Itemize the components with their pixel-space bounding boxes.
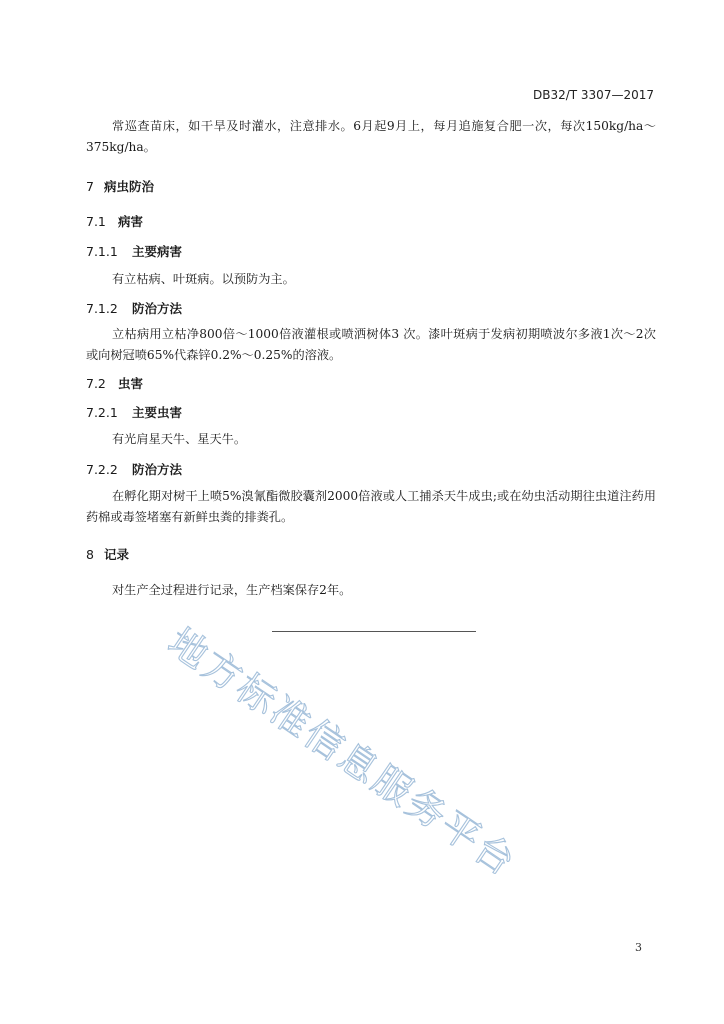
section-7-2-2-heading [86, 460, 182, 478]
section-number: 7.2.1 [86, 405, 118, 420]
section-7-1-1-heading [86, 242, 182, 260]
section-7-1-2-text: 立枯病用立枯净800倍～1000倍液灌根或喷洒树体3 次。漆叶斑病于发病初期喷波尔多液1次～2次或向树冠喷65%代森锌0.2%～0.25%的溶液。 [86, 327, 656, 362]
section-title: 主要病害 [132, 244, 183, 259]
section-title: 防治方法 [132, 462, 183, 477]
section-7-1-1-text: 有立枯病、叶斑病。以预防为主。 [112, 272, 295, 286]
section-7-2-1-text: 有光肩星天牛、星天牛。 [112, 432, 247, 446]
section-title: 病虫防治 [104, 179, 155, 194]
section-7-2-1-heading [86, 403, 182, 421]
section-7-2-heading [86, 374, 143, 392]
watermark: 地方标准信息服务平台 [160, 619, 525, 886]
section-8-heading [86, 545, 129, 563]
section-number: 7.1.2 [86, 301, 118, 316]
section-title: 主要虫害 [132, 405, 183, 420]
standard-code: DB32/T 3307—2017 [532, 88, 654, 102]
section-number: 7.2 [86, 376, 106, 391]
section-7-1-2-heading [86, 299, 182, 317]
section-title: 防治方法 [132, 301, 183, 316]
end-rule [272, 631, 476, 632]
section-title: 病害 [118, 214, 144, 229]
section-7-heading [86, 177, 154, 195]
section-7-1-heading [86, 212, 143, 230]
intro-paragraph: 常巡查苗床，如干旱及时灌水，注意排水。6月起9月上，每月追施复合肥一次，每次150kg/ha～375kg/ha。 [86, 119, 656, 154]
section-7-2-2-text: 在孵化期对树干上喷5%溴氰酯微胶囊剂2000倍液或人工捕杀天牛成虫;或在幼虫活动期往虫道注药用药棉或毒签堵塞有新鲜虫粪的排粪孔。 [86, 489, 656, 524]
section-number: 7.1.1 [86, 244, 118, 259]
section-number: 7.1 [86, 214, 106, 229]
section-number: 8 [86, 547, 94, 562]
section-title: 记录 [104, 547, 130, 562]
section-8-text: 对生产全过程进行记录，生产档案保存2年。 [112, 583, 352, 597]
section-title: 虫害 [118, 376, 144, 391]
section-number: 7 [86, 179, 94, 194]
section-number: 7.2.2 [86, 462, 118, 477]
page-number: 3 [635, 941, 642, 954]
